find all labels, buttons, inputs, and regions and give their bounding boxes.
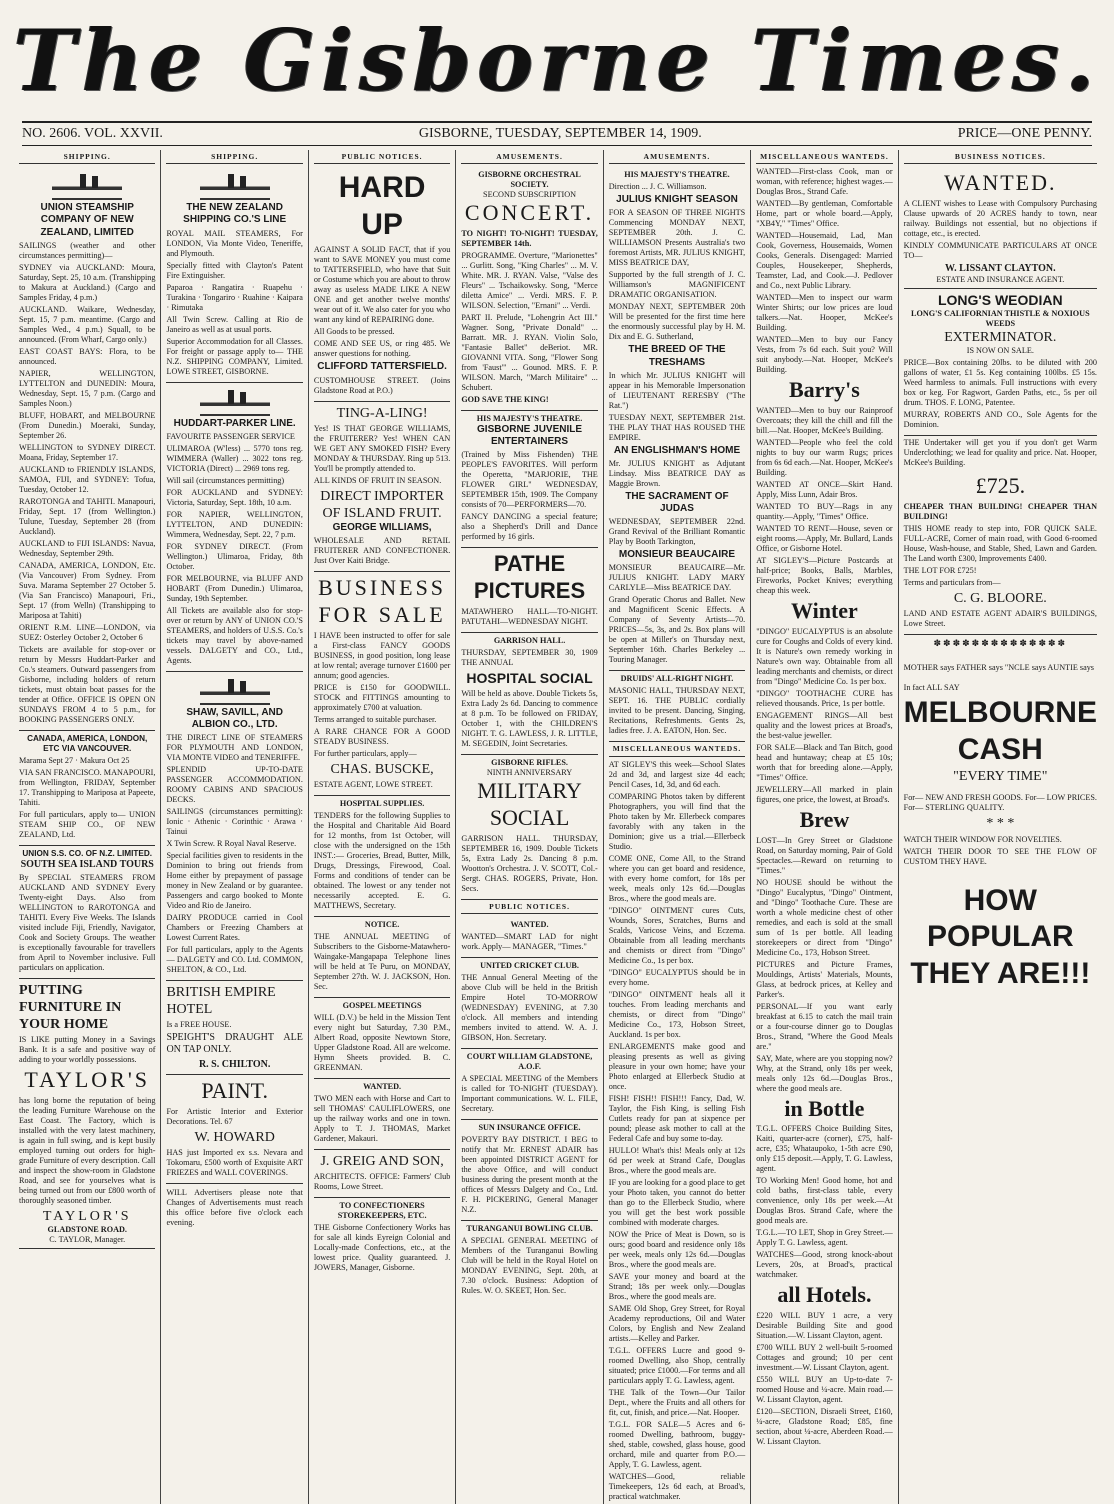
classified-ad: "DINGO" TOOTHACHE CURE has relieved thousands. Price, 1s per bottle. [756,688,893,708]
ad-title: TING-A-LING! [336,405,428,421]
ad-text: AGAINST A SOLID FACT, that if you want to SAVE MONEY you must come to TATTERSFIELD, who have that Suit or Costume which you are about to throw away as useless MADE LIKE A NEW ONE and get another twelve months' wear out of it. We also cater for you who want any kind of REPAIRING done. [313,245,451,325]
notice-heading: TURANGANUI BOWLING CLUB. [466,1223,593,1233]
concert-programme: PROGRAMME. Overture, "Marionettes" ... Gurlitt. Song, "King Charles" ... M. V. White. MR. J. RYAN. Valse, "Valse des Fleurs" ... Tschaikowsky. Song, "Merce diletta Amice" ... Verdi. MRS. F. P. WILSON. Selection, "Ernani" ... Verdi. [461,250,598,310]
classified-ad: SAME Old Shop, Grey Street, for Royal Academy reproductions, Oil and Water Colors, by English and New Zealand artists.—Kelley and Parker. [608,1303,746,1343]
ad-subtitle: "EVERY TIME" [953,769,1048,785]
sailing-orient: ORIENT R.M. LINE—LONDON, via SUEZ: Osterley October 2, October 6 [19,622,156,642]
ad-text: Will be held as above. Double Tickets 5s, Extra Lady 2s 6d. Dancing to commence at 8 p.m. To be followed on FRIDAY, October 1, with the CHILDREN'S NIGHT. T. G. LAWLESS, J. R. LITTLE, M. SEGEDIN, Joint Secretaries. [461,689,598,749]
ad-text: Superior Accommodation for all Classes. For freight or passage apply to— THE N.Z. SHIPPING COMPANY, Limited. LOWE STREET, GISBORNE. [166,336,303,376]
display-banner: Barry's [788,377,860,403]
lissant-clayton-ad [904,167,1097,289]
classified-ad: £220 WILL BUY 1 acre, a very Desirable Building Site and good Situation.—W. Lissant Clayton, agent. [756,1311,893,1341]
column-shipping-2 [161,150,308,1504]
classified-ad: IF you are looking for a good place to get your Photo taken, you cannot do better than go to the Ellerbeck Studio, where you will get the best work possible combined with moderate charges. [608,1177,746,1227]
ad-text: For full particulars, apply to— UNION STEAM SHIP CO., OF NEW ZEALAND, Ltd. [19,809,156,839]
ad-title: CANADA, AMERICA, LONDON, ETC VIA VANCOUVER. [27,733,148,753]
ad-title: BRITISH EMPIRE HOTEL [166,985,276,1018]
ad-text: FOR A SEASON OF THREE NIGHTS Commencing MONDAY NEXT, SEPTEMBER 20th. J. C. WILLIAMSON Presents Australia's two foremost Artists, MR. JULIUS KNIGHT, MISS BEATRICE DAY, [608,208,746,268]
ad-text: FOR SYDNEY DIRECT. (From Wellington.) Ulimaroa, Friday, 8th October. [166,541,303,571]
court-gladstone-notice [461,1049,597,1120]
ad-text: By SPECIAL STEAMERS FROM AUCKLAND AND SYDNEY Every Twenty-eight Days. Also from WELLINGTON to RAROTONGA and TAHITI. Every Five Weeks. The Islands visited include Fiji, Friendly, Navigator, Cook and Society Groups. The weather is exceptionally favourable for travellers from April to November inclusive. Full particulars on application. [19,872,156,972]
issue-number: NO. 2606. VOL. XXVII. [22,126,163,141]
newspaper-title: The Gisborne Times. [13,10,1101,110]
wanted-men-notice [314,1079,450,1150]
wanted-lad-notice [461,917,597,958]
steamer-table: Paparoa · Rangatira · Ruapehu · Turakina · Tongariro · Ruahine · Kaipara · Rimutaka [166,282,303,312]
julius-knight-ad [609,167,745,671]
ad-title: PATHE PICTURES [473,551,586,604]
ad-text: FAVOURITE PASSENGER SERVICE [166,431,295,441]
classified-ad: ENLARGEMENTS make good and pleasing presents as well as giving pleasure in your own home; have your Photo enlarged at Ellerbeck Studio at once. [608,1041,746,1091]
south-sea-tours-ad [19,846,155,979]
display-banner: Brew [799,806,850,832]
display-banner: all Hotels. [777,1282,872,1308]
classified-ad: WANTED—By gentleman, Comfortable Home, part or whole board.—Apply, "XB4Y," "Times" Office. [756,199,893,229]
nz-shipping-ad [166,167,302,382]
classified-ad: WANTED—Men to buy our Fancy Vests, from 7s 6d each. Suit you? Will suit anybody.—Nat. Hooper, McKee's Building. [756,335,893,375]
ad-text: GARRISON HALL. THURSDAY, SEPTEMBER 16, 1909. Double Tickets 5s, Extra Lady 2s. Dancing 8 p.m. Wootton's Orchestra. J. V. SCOTT, Col.-Sergt. CHAS. ROGERS, Private, Hon. Secs. [461,833,598,893]
bowling-club-notice [461,1221,597,1301]
ad-text: TUESDAY NEXT, SEPTEMBER 21st. THE PLAY THAT HAS ROUSED THE EMPIRE. [608,412,746,442]
issue-date: GISBORNE, TUESDAY, SEPTEMBER 14, 1909. [418,126,702,141]
ad-text: Direction ... J. C. Williamson. [608,182,707,192]
ad-text: WHOLESALE AND RETAIL FRUITERER AND CONFECTIONER. Just Over Kaiti Bridge. [313,535,451,565]
notice-text: WANTED—SMART LAD for night work. Apply— MANAGER, "Times." [461,931,598,951]
sailing-sydney: SYDNEY via AUCKLAND: Moura, Saturday, Sept. 25, 10 a.m. (Transhipping to Makura at Auckland.) (Cargo and Samples Friday, 4 p.m.) [19,262,156,302]
classified-ad: TO Working Men! Good home, hot and cold baths, first-class table, every convenience, only 18s per week.—At Douglas Bros. Strand Cafe, where the good meals are. [756,1176,893,1226]
classified-ad: T.G.L.—TO LET, Shop in Grey Street.—Apply T. G. Lawless, agent. [756,1228,893,1248]
ad-subtitle: GARRISON HALL. [493,636,566,645]
ad-title: THE NEW ZEALAND SHIPPING CO.'S LINE [183,202,287,226]
notice-heading: HOSPITAL SUPPLIES. [339,798,425,808]
ad-brand: GEORGE WILLIAMS, [332,521,432,533]
ad-title: UNION STEAMSHIP COMPANY OF NEW ZEALAND, LIMITED [40,202,134,238]
ad-text: WATCH THEIR WINDOW FOR NOVELTIES. [903,834,1062,844]
union-steamship-ad [19,167,155,731]
ad-text: In fact ALL SAY [903,683,960,693]
ad-text: FOR AUCKLAND and SYDNEY: Victoria, Saturday, Sept. 18th, 10 a.m. [166,487,303,507]
play-title: THE SACRAMENT OF JUDAS [625,490,729,515]
ad-title: HOW POPULAR THEY ARE!!! [910,883,1091,990]
ad-text: SAILINGS (circumstances permitting): Ionic · Athenic · Corinthic · Arawa · Tainui [166,807,303,837]
ad-title: GISBORNE ORCHESTRAL SOCIETY. [478,170,581,190]
column-public-notices [309,150,456,1504]
ad-text: X Twin Screw. R Royal Naval Reserve. [166,839,297,849]
decorative-asterisks: * * * [986,816,1015,832]
ad-price: £725. [975,473,1026,499]
ad-subtitle: DIRECT IMPORTER OF ISLAND FRUIT. [320,488,444,521]
notice-heading: COURT WILLIAM GLADSTONE, A.O.F. [466,1051,593,1071]
bloore-property-ad [904,470,1097,635]
classified-ad: "DINGO" EUCALYPTUS is an absolute cure for Coughs and Colds of every kind. It is Nature's own remedy working in Nature's own way. Obtainable from all leading merchants and chemists, or direct from "Dingo" Medicine Co. 1s per box. [756,626,893,686]
ad-text: Will sail (circumstances permitting) [166,475,285,485]
column-amusements-2 [604,150,751,1504]
ad-title: GISBORNE JUVENILE ENTERTAINERS [477,423,583,448]
ad-subtitle: SOUTH SEA ISLAND TOURS [20,858,154,870]
steamship-illustration [52,172,122,200]
classified-ad: WANTED—Housemaid, Lad, Man Cook, Governess, Housemaids, Women Cooks, Generals. Disengaged: Married Couples, Housekeeper, Shepherds, Teamster, Lad, and Cook.—J. Pedlover and Co., next Public Library. [756,231,893,291]
display-banner: Winter [791,597,858,623]
column-heading: PUBLIC NOTICES. [314,150,450,164]
notice-text: TENDERS for the following Supplies to the Hospital and Charitable Aid Board for 12 months, from 1st October, will close with the undersigned on the 15th INST.:— Groceries, Bread, Butter, Milk, Drugs, Dressings, Firewood, Coal. Forms and conditions of tender can be obtained. The lowest or any tender not necessarily accepted. E. G. MATTHEWS, Secretary. [313,810,451,910]
concert-programme: PART II. Prelude, "Lohengrin Act III." Wagner. Song, "Private Donald" ... Barratt. MR. J. RYAN. Violin Solo, "Fantasie Ballet" deBeriot. MR. GIOVANNI VITA. Song, "Flower Song from 'Faust'" ... Gounod. MRS. F. P. WILSON. March, "March Militaire" ... Schubert. [461,312,598,392]
ad-text: CHEAPER THAN BUILDING! CHEAPER THAN BUILDING! [903,502,1097,522]
ad-title: EXTERMINATOR. [944,330,1057,346]
ad-text: Special facilities given to residents in the Dominion to bring out friends from Home either by prepayment of passage money in New Zealand or by guarantee. Passengers and cargo booked to Monte Video and Rio de Janeiro. [166,851,303,911]
notice-text: A SPECIAL MEETING of the Members is called for TO-NIGHT (TUESDAY). Important communications. W. L. FILE, Secretary. [461,1073,598,1113]
shaw-savill-ad [166,672,302,981]
masthead [0,0,1114,120]
classified-ad: JEWELLERY—All marked in plain figures, one price, the lowest, at Broad's. [756,784,893,804]
ad-text: THE Gisborne Confectionery Works has for sale all kinds Eyreign Colonial and Locally-made Confections, etc., at the lowest price. Quality guaranteed. J. JOWERS, Manager, Gisborne. [313,1222,451,1272]
sailing-fiji-islands: AUCKLAND to FIJI ISLANDS: Navua, Wednesday, September 29th. [19,538,156,558]
cricket-club-notice [461,958,597,1049]
sailing-east-coast: EAST COAST BAYS: Flora, to be announced. [19,346,156,366]
classified-ad: FISH! FISH!! FISH!!! Fancy, Dad, W. Taylor, the Fish King, is selling Fish Cutlets ready for pan at sixpence per pound; please ask mother to call at the Federal Cafe and buy some to-day. [608,1093,746,1143]
ad-text: VIA SAN FRANCISCO. MANAPOURI, from Wellington, FRIDAY, September 17. Transhipping to Mariposa at Papeete, Tahiti. [19,767,156,807]
ad-text: SPEIGHT'S DRAUGHT ALE ON TAP ONLY. [166,1032,303,1056]
classified-ad: COME ONE, Come All, to the Strand where you can get board and residence, with every home comfort, for 18s per week, meals only 12s 6d.—Douglas Bros., where the good meals are. [608,853,746,903]
display-banner: in Bottle [784,1095,865,1121]
classified-ad: AT SIGLEY'S this week—School Slates 2d and 3d, and largest size 4d each; Pencil Cases, 1d, 3d, and 6d each. [608,759,746,789]
hospital-supplies-notice [314,796,450,917]
ad-brand: CHAS. BUSCKE, [330,761,434,777]
notice-heading: UNITED CRICKET CLUB. [480,960,579,970]
ad-text: THIS HOME ready to step into, FOR QUICK SALE. FULL-ACRE, Corner of main road, with Good 6-roomed House, Wash-house, and Stable, Shed, Lawn and Garden. The Land worth £300, Improvements £400. [903,524,1097,564]
notice-heading: WANTED. [363,1081,402,1091]
ad-text: I HAVE been instructed to offer for sale a First-class FANCY GOODS BUSINESS, in good position, long lease at low rental; average turnover £1600 per annum; good agencies. [313,630,451,680]
ad-brand: TAYLOR'S [42,1208,132,1224]
ad-brand: W. HOWARD [194,1129,275,1145]
sailing-wellington-sydney: WELLINGTON to SYDNEY DIRECT. Moana, Friday, September 17. [19,442,156,462]
ad-text: ALL KINDS OF FRUIT IN SEASON. [313,475,442,485]
ad-title: HOSPITAL SOCIAL [466,670,593,686]
ad-title: HARD UP [338,171,426,241]
classified-ad: FOR SALE—Black and Tan Bitch, good head and huntaway; cheap at £5 10s; worth that for breeding alone.—Apply, "Times" Office. [756,742,893,782]
pathe-pictures-ad [461,548,597,633]
ad-subtitle: LONG'S CALIFORNIAN THISTLE & NOXIOUS WEEDS [910,309,1090,329]
column-business-notices [899,150,1102,1504]
classified-ad: "DINGO" EUCALYPTUS should be in every home. [608,967,746,987]
ad-text: FOR MELBOURNE, via BLUFF AND HOBART (From Dunedin.) Ulimaroa, Sunday, 19th September. [166,573,303,603]
vessel-table: Marama Sept 27 · Makura Oct 25 [19,755,130,765]
dateline [22,121,1092,146]
ad-text: MASONIC HALL, THURSDAY NEXT, SEPT. 16. THE PUBLIC cordially invited to be present. Dancing, Singing, Recitations, Refreshments. Gents 2s, ladies free. J. A. EATON, Hon. Sec. [608,686,746,736]
classified-ad: NOW the Price of Meat is Down, so is ours; good board and residence only 18s per week, meals only 12s 6d.—Douglas Bros., where the good meals are. [608,1229,746,1269]
ad-text: SAILINGS (weather and other circumstances permitting)— [19,240,156,260]
ad-title: UNION S.S. CO. OF N.Z. LIMITED. [22,848,153,858]
classified-ad: THE Undertaker will get you if you don't get Warm Underclothing; we lead for quality and price. Nat. Hooper, McKee's Building. [903,438,1097,468]
ad-text: Mr. JULIUS KNIGHT as Adjutant Lindsay. Miss BEATRICE DAY as Maggie Brown. [608,458,746,488]
classified-ad: T.G.L. FOR SALE—5 Acres and 6-roomed Dwelling, bathroom, buggy-shed, stable, cowshed, glass house, good orchard, mile and quarter from P.O.—Apply, T. G. Lawless, agent. [608,1419,746,1469]
ad-brand: TAYLOR'S [24,1067,151,1093]
classified-ad: THE Talk of the Town—Our Tailor Dept., where the Fruits and all others for fit, cut, finish, and price.—Nat. Hooper. [608,1387,746,1417]
classified-ad: WANTED AT ONCE—Skirt Hand. Apply, Miss Lunn, Adair Bros. [756,479,893,499]
classified-ad: ENGAGEMENT RINGS—All best quality and the lowest prices at Broad's, the best-value jeweller. [756,710,893,740]
classified-ad: WANTED—First-class Cook, man or woman, with reference; highest wages.—Douglas Bros., Strand Cafe. [756,167,893,197]
longs-weedian-ad [904,289,1097,436]
ad-text: FOR NAPIER, WELLINGTON, LYTTELTON, AND DUNEDIN: Wimmera, Wednesday, Sept. 22, 7 p.m. [166,509,303,539]
ad-brand: W. LISSANT CLAYTON. [945,262,1056,274]
columns [14,150,1102,1501]
ad-signature: C. TAYLOR, Manager. [49,1235,126,1245]
ad-text: Is a FREE HOUSE. [166,1020,232,1030]
ad-text: Specially fitted with Clayton's Patent Fire Extinguisher. [166,260,303,280]
play-title: MONSIEUR BEAUCAIRE [618,549,736,561]
ad-text: COME AND SEE US, or ring 485. We answer questions for nothing. [313,339,451,359]
ad-title: BUSINESS FOR SALE [318,574,447,627]
notice-text: WILL (D.V.) be held in the Mission Tent every night but Saturday, 7.30 P.M., Albert Road, opposite Newtown Store, Upper Gladstone Road. All are welcome. Hymn Sheets provided. B. C. GREENMAN. [313,1012,451,1072]
classified-ad: HULLO! What's this! Meals only at 12s 6d per week at Strand Cafe, Douglas Bros., where the good meals are. [608,1145,746,1175]
classified-ad: PERSONAL—If you want early breakfast at 6.15 to catch the mail train or a four-course dinner go to Douglas Bros., Strand, "Where the Good Meals are." [756,1001,893,1051]
ad-title: PUTTING FURNITURE IN YOUR HOME [19,982,122,1033]
taylors-furniture-ad [19,979,155,1249]
sailing-bluff: BLUFF, HOBART, and MELBOURNE (From Dunedin.) Moeraki, Sunday, September 26. [19,410,156,440]
ad-subtitle: SECOND SUBSCRIPTION [483,190,577,200]
notice-text: POVERTY BAY DISTRICT. I BEG to notify that Mr. ERNEST ADAIR has been appointed DISTRICT AGENT for the above Office, and will conduct business during the present month at the offices of Messrs Dalgety and Co., Ltd. F. H. PICKERING, General Manager N.Z. [461,1134,598,1214]
ad-text: THE LOT FOR £725! [903,566,977,576]
ad-text: DAIRY PRODUCE carried in Cool Chambers or Freezing Chambers at Lowest Current Rates. [166,913,303,943]
classified-ad: WANTED TO BUY—Rags in any quantity.—Apply, "Times" Office. [756,501,893,521]
ad-title: MILITARY SOCIAL [477,778,582,830]
section-heading: PUBLIC NOTICES. [461,900,597,914]
tattersfield-ad [314,167,450,401]
ad-title: CONCERT. [464,200,595,226]
ad-text: GOD SAVE THE KING! [461,394,549,404]
notice-text: A SPECIAL GENERAL MEETING of Members of the Turanganui Bowling Club will be held in the Royal Hotel on MONDAY EVENING, Sept. 20th, at 7.30 o'clock. Business: Adoption of Rules. W. O. SKEET, Hon. Sec. [461,1235,598,1295]
steamship-illustration [200,172,270,200]
ad-text: ESTATE AND INSURANCE AGENT. [936,275,1065,285]
howard-paint-ad [166,1075,302,1184]
ad-title: PAINT. [201,1077,268,1103]
ad-title: HIS MAJESTY'S THEATRE. [476,413,583,423]
ad-brand: CLIFFORD TATTERSFIELD. [317,361,447,373]
ad-text: Terms and particulars from— [903,578,1001,588]
ad-text: MURRAY, ROBERTS AND CO., Sole Agents for the Dominion. [903,410,1097,430]
classified-ad: COMPARING Photos taken by different Photographers, you will find that the Photo taken by Mr. Ellerbeck compares favorably with any taken in the Dominion; give us a trial.—Ellerbeck Studio. [608,791,746,851]
ad-text: SPLENDID UP-TO-DATE PASSENGER ACCOMMODATION. ROOMY CABINS AND SPACIOUS DECKS. [166,765,303,805]
sailing-fiji: AUCKLAND to FRIENDLY ISLANDS, SAMOA, FIJI, and SYDNEY: Tofua, Tuesday, October 12. [19,464,156,494]
ad-title: MELBOURNE CASH [903,696,1097,766]
ad-title: WANTED. [944,170,1057,196]
column-miscellaneous-wanteds [751,150,898,1504]
ad-text: THURSDAY, SEPTEMBER 30, 1909 THE ANNUAL [461,648,598,667]
ad-text: Grand Operatic Chorus and Ballet. New and Magnificent Scenic Effects. A Company of Seventy Artists—70. PRICES—5s, 3s, and 2s. Box plans will be open at Miller's on Thursday next, September 16th. Charles Berkeley ... Touring Manager. [608,595,746,665]
ad-text: For full particulars, apply to the Agents— DALGETY and CO. Ltd. COMMON, SHELTON, & CO., Ltd. [166,945,303,975]
notice-heading: SUN INSURANCE OFFICE. [478,1122,581,1132]
sailing-rarotonga: RAROTONGA and TAHITI. Manapouri, Friday, Sept. 17 (from Wellington.) Tulune, Tuesday, September 28 (from Auckland). [19,496,156,536]
ad-text: PRICE—Box containing 20lbs. to be diluted with 200 gallons of water, £1 5s. Keg containing 100lbs. £5 15s. Weed harmless to animals. Full instructions with every box or keg. For Ragwort, Garden Paths, etc., 5s per oil drum. THOS. F. LONG, Patentee. [903,358,1097,408]
ad-title: LONG'S WEODIAN [937,292,1063,309]
sun-insurance-notice [461,1120,597,1221]
sailing-auckland: AUCKLAND. Waikare, Wednesday, Sept. 15, 7 p.m. meantime. (Cargo and Samples Wed., 4 p.m.) Squall, to be announced. (From Wharf, Cargo only.) [19,304,156,344]
ad-text: For— NEW AND FRESH GOODS. For— LOW PRICES. For— STERLING QUALITY. [903,793,1097,813]
ad-text: CUSTOMHOUSE STREET. (Joins Gladstone Road at P.O.) [313,375,451,395]
ticket-notice: Tickets are available for stop-over or return by Messrs Huddart-Parker and Co.'s steamers. Outward passengers from Gisborne, including holders of return tickets, must obtain boat passes for the tender at Office. OFFICE IS OPEN ON SUNDAYS FROM 4 to 5 p.m., for BOOKING PASSENGERS ONLY. [19,644,156,724]
classified-ad: £550 WILL BUY an Up-to-date 7-roomed House and ¼-acre. Main road.—W. Lissant Clayton, agent. [756,1375,893,1405]
classified-ad: WANTED—Men to buy our Rainproof Overcoats; they kill the chill and fill the bill.—Nat. Hooper, McKee's Building. [756,405,893,435]
issue-price: PRICE—ONE PENNY. [957,126,1092,141]
notice-text: THE Annual General Meeting of the above Club will be held in the British Empire Hotel TO-MORROW (WEDNESDAY) EVENING, at 7.30 o'clock. All members and intending members invited to attend. W. A. J. GIBSON, Hon. Secretary. [461,972,598,1042]
ad-text: Terms arranged to suitable purchaser. [313,714,437,724]
ad-title: HUDDART-PARKER LINE. [173,417,296,429]
ad-text: ARCHITECTS. OFFICE: Farmers' Club Rooms, Lowe Street. [313,1171,451,1191]
column-shipping-1 [14,150,161,1504]
classified-ad: "DINGO" OINTMENT heals all it touches. From leading merchants and chemists, or direct from "Dingo" Medicine Co., 173, Hobson Street, Auckland. 1s per box. [608,989,746,1039]
hospital-social-ad [461,633,597,755]
classified-ad: PICTURES and Picture Frames, Mouldings, Artists' Materials, Mounts, Glass, at bedrock prices, at Kelley and Parker's. [756,959,893,999]
classified-ad: LOST—In Grey Street or Gladstone Road, on Saturday morning, Pair of Gold Spectacles.—Reward on returning to "Times." [756,835,893,875]
ad-text: A CLIENT wishes to Lease with Compulsory Purchasing Clause upwards of 20 ACRES handy to town, near railway. Buildings not essential, but no objections if cottage, etc., is erected. [903,198,1097,238]
notice-heading: NOTICE. [364,919,400,929]
notice-heading: GOSPEL MEETINGS [342,1000,422,1010]
ad-text: LAND AND ESTATE AGENT ADAIR'S BUILDINGS, Lowe Street. [903,609,1097,629]
ad-signature: R. S. CHILTON. [198,1058,271,1070]
british-empire-hotel-ad [166,981,302,1075]
ad-text: All Tickets are available also for stop-over or return by ANY of UNION CO.'S STEAMERS, and holders of U.S.S. Co.'s tickets may travel by above-named vessels. DALGETY and CO., Ltd., Agents. [166,605,303,665]
classified-ad: T.G.L. OFFERS Choice Building Sites, Kaiti, quarter-acre (corner), £75, half-acre, £35; Whataupoko, 1-5th acre £90, only £15 deposit.—Apply, T. G. Lawless, agent. [756,1124,893,1174]
ad-text: HAS just Imported ex s.s. Nevara and Tokomaru, £500 worth of Exquisite ART FRIEZES and WALL COVERINGS. [166,1147,303,1177]
steamship-illustration [200,388,270,416]
ad-text: MOTHER says FATHER says "NCLE says AUNTIE says [903,663,1094,673]
ad-address: GLADSTONE ROAD. [47,1225,127,1235]
ad-text: All Goods to be pressed. [313,327,395,337]
ad-text: MONSIEUR BEAUCAIRE—Mr. JULIUS KNIGHT. LADY MARY CARLYLE—Miss BEATRICE DAY. [608,563,746,593]
column-heading: AMUSEMENTS. [461,150,597,164]
ad-title: HIS MAJESTY'S THEATRE. [624,170,730,180]
classified-ad: WANTED—Men to inspect our warm Winter Shirts; our low prices are loud talkers.—Nat. Hooper, McKee's Building. [756,293,893,333]
ad-text: FANCY DANCING a special feature; also a Shepherd's Drill and Dance performed by 16 girls. [461,512,598,542]
melbourne-cash-ad [904,635,1097,995]
column-heading: SHIPPING. [19,150,155,164]
ad-text: A RARE CHANCE FOR A GOOD STEADY BUSINESS. [313,726,451,746]
notice-text: TWO MEN each with Horse and Cart to sell THOMAS' CAULIFLOWERS, one up the railway works and one in town. Apply to T. J. THOMAS, Market Gardener, Makauri. [313,1093,451,1143]
greig-architects-ad [314,1150,450,1198]
ad-title: DRUIDS' ALL-RIGHT NIGHT. [620,674,734,684]
ad-text: IS LIKE putting Money in a Savings Bank. It is a safe and positive way of adding to your worldly possessions. [19,1035,156,1065]
column-heading: SHIPPING. [166,150,302,164]
ad-text: ESTATE AGENT, LOWE STREET. [313,779,433,789]
business-for-sale-ad [314,572,450,796]
ad-text: PRICE is £150 for GOODWILL. STOCK and FITTINGS amounting to approximately £700 at valuation. [313,682,451,712]
classified-ad: WATCHES—Good, strong knock-about Levers, 20s, at Broad's, practical watchmaker. [756,1250,893,1280]
classified-ad: NO HOUSE should be without the "Dingo" Eucalyptus, "Dingo" Ointment, and "Dingo" Toothache Cure. These are worth a whole medicine chest of other remedies, and each is sold at the small sum of 1s per bottle. All leading storekeepers or direct from "Dingo" Medicine Co., 173, Hobson Street. [756,877,893,957]
classified-ad: SAVE your money and board at the Strand; 18s per week only.—Douglas Bros., where the good meals are. [608,1271,746,1301]
classified-ad: SAY, Mate, where are you stopping now? Why, at the Strand, only 18s per week, meals only 12s 6d.—Douglas Bros., where the good meals are. [756,1053,893,1093]
ad-title: SHAW, SAVILL, AND ALBION CO., LTD. [186,706,283,730]
orchestral-concert-ad [461,167,597,411]
decorative-border: ✽✽✽✽✽✽✽✽✽✽✽✽✽✽ [933,638,1068,649]
ad-text: In which Mr. JULIUS KNIGHT will appear in his Memorable Impersonation of LIEUTENANT RERESBY ("The Rat.") [608,370,746,410]
ad-text: MONDAY NEXT, SEPTEMBER 20th Will be presented for the first time here the enormously successful play by H. M. Dix and E. G. Sutherland, [608,302,746,342]
ad-text: TO NIGHT! TO-NIGHT! TUESDAY, SEPTEMBER 14th. [461,228,598,248]
ad-text: IS NOW ON SALE. [966,346,1034,356]
military-social-ad [461,755,597,900]
column-heading: MISCELLANEOUS WANTEDS. [756,150,892,164]
classified-ad: WANTED—People who feel the cold nights to buy our warm Rugs; prices from 6s 6d each.—Nat. Hooper, McKee's Building. [756,437,893,477]
sailing-napier: NAPIER, WELLINGTON, LYTTELTON and DUNEDIN: Moura, Wednesday, Sept. 15, 7 p.m. (Cargo and Samples Noon.) [19,368,156,408]
ad-text: (Trained by Miss Fishenden) THE PEOPLE'S FAVORITES. Will perform the Operetta, "MARJORIE, THE FLOWER GIRL" WEDNESDAY, SEPTEMBER 15th, 1909. The Company consists of 70—PERFORMERS—70. [461,450,598,510]
classified-ad: WATCHES—Good, reliable Timekeepers, 12s 6d each, at Broad's, practical watchmaker. [608,1471,746,1501]
section-heading: MISCELLANEOUS WANTEDS. [609,742,745,756]
notice-text: THE ANNUAL MEETING of Subscribers to the Gisborne-Matawhero-Waingake-Mangapapa Telephone lines will be held at Te Puru, on MONDAY, September 27th. W. J. JACKSON, Hon. Sec. [313,931,451,991]
ad-text: For further particulars, apply— [313,748,417,758]
gospel-meetings-notice [314,998,450,1079]
ad-text: MATAWHERO HALL—TO-NIGHT. PATUTAHI—WEDNESDAY NIGHT. [461,607,598,626]
ad-text: ROYAL MAIL STEAMERS, For LONDON, Via Monte Video, Teneriffe, and Plymouth. [166,228,303,258]
ad-text: WEDNESDAY, SEPTEMBER 22nd. Grand Revival of the Brilliant Romantic Play by Booth Tarkington, [608,517,746,547]
column-heading: AMUSEMENTS. [609,150,745,164]
ad-text: KINDLY COMMUNICATE PARTICULARS AT ONCE TO— [903,240,1097,260]
confectioners-ad [314,1198,450,1278]
ad-title: JULIUS KNIGHT SEASON [616,194,738,206]
ad-text: All Twin Screw. Calling at Rio de Janeiro as well as at usual ports. [166,314,303,334]
ad-text: WATCH THEIR DOOR TO SEE THE FLOW OF CUSTOM THEY HAVE. [903,846,1097,866]
ad-subtitle: NINTH ANNIVERSARY [486,768,573,778]
ad-text: has long borne the reputation of being the leading Furniture Warehouse on the East Coast. The Factory, which is installed with the very latest machinery, is again in full swing, and is kept busily employed turning out orders for high-grade Furniture of every description. Call and inspect the show-room in Gladstone Road, and see for yourselves what is being turned out from our £800 worth of thoroughly seasoned timber. [19,1095,156,1205]
play-title: AN ENGLISHMAN'S HOME [613,444,741,456]
classified-ad: AT SIGLEY'S—Picture Postcards at half-price; Books, Balls, Marbles, Fireworks, Pocket Knives; everything cheap this week. [756,555,893,595]
ad-brand: J. GREIG AND SON, [320,1153,444,1169]
ad-title: TO CONFECTIONERS STOREKEEPERS, ETC. [337,1200,427,1220]
steamship-illustration [200,677,270,705]
column-heading: BUSINESS NOTICES. [904,150,1097,164]
sailing-canada: CANADA, AMERICA, LONDON, Etc. (Via Vancouver) From Sydney. From Suva. Marama September 27 October 5. (Via San Francisco) Manapouri, Fri., Sept. 17 (from Welln) (Transhipping to Mariposa at Tahiti) [19,560,156,620]
classified-ad: £120—SECTION, Disraeli Street, £160, ¼-acre, Gladstone Road; £85, fine section, about ¼-acre, Aberdeen Road.—W. Lissant Clayton. [756,1407,893,1447]
ad-text: THE DIRECT LINE OF STEAMERS FOR PLYMOUTH AND LONDON, VIA MONTE VIDEO and TENERIFFE. [166,733,303,763]
classified-ad: "DINGO" OINTMENT cures Cuts, Wounds, Sores, Scratches, Burns and Scalds, Varicose Veins, and Eczema. Obtainable from all leading merchants and chemists or direct from "Dingo" Medicine Co., 1s per box. [608,905,746,965]
ad-text: For Artistic Interior and Exterior Decorations. Tel. 67 [166,1106,303,1126]
advertiser-notice: WILL Advertisers please note that Changes of Advertisements must reach this office before five o'clock each evening. [166,1187,303,1227]
huddart-parker-ad [166,383,302,672]
ad-brand: C. G. BLOORE. [953,591,1047,607]
notice-heading: WANTED. [510,919,549,929]
classified-ad: WANTED TO RENT—House, seven or eight rooms.—Apply, Mr. Bullard, Lands Office, or Gisborne Hotel. [756,523,893,553]
juvenile-entertainers-ad [461,411,597,548]
george-williams-ad [314,402,450,572]
classified-ad: £700 WILL BUY 2 well-built 5-roomed Cottages and ground; 10 per cent investment.—W. Lissant Clayton, agent. [756,1343,893,1373]
druids-night-ad [609,671,745,742]
ad-text: ULIMAROA (W'less) ... 5770 tons reg. WIMMERA (Waller) ... 3022 tons reg. VICTORIA (Direct) ... 2969 tons reg. [166,443,303,473]
ad-text: Supported by the full strength of J. C. Williamson's MAGNIFICENT DRAMATIC ORGANISATION. [608,270,746,300]
column-amusements-1 [456,150,603,1504]
canada-ad [19,731,155,846]
play-title: THE BREED OF THE TRESHAMS [628,344,726,368]
classified-ad: T.G.L. OFFERS Lucre and good 9-roomed Dwelling, also Shop, centrally situated; price £1000.—For terms and all particulars apply T. G. Lawless, agent. [608,1345,746,1385]
ad-text: Yes! IS THAT GEORGE WILLIAMS, the FRUITERER? Yes! WHEN CAN WE GET ANY SMOKED FISH? Every MONDAY & THURSDAY. Ring up 513. You'll be promptly attended to. [313,423,451,473]
ad-subtitle: GISBORNE RIFLES. [491,758,568,768]
telephone-meeting-notice [314,917,450,998]
